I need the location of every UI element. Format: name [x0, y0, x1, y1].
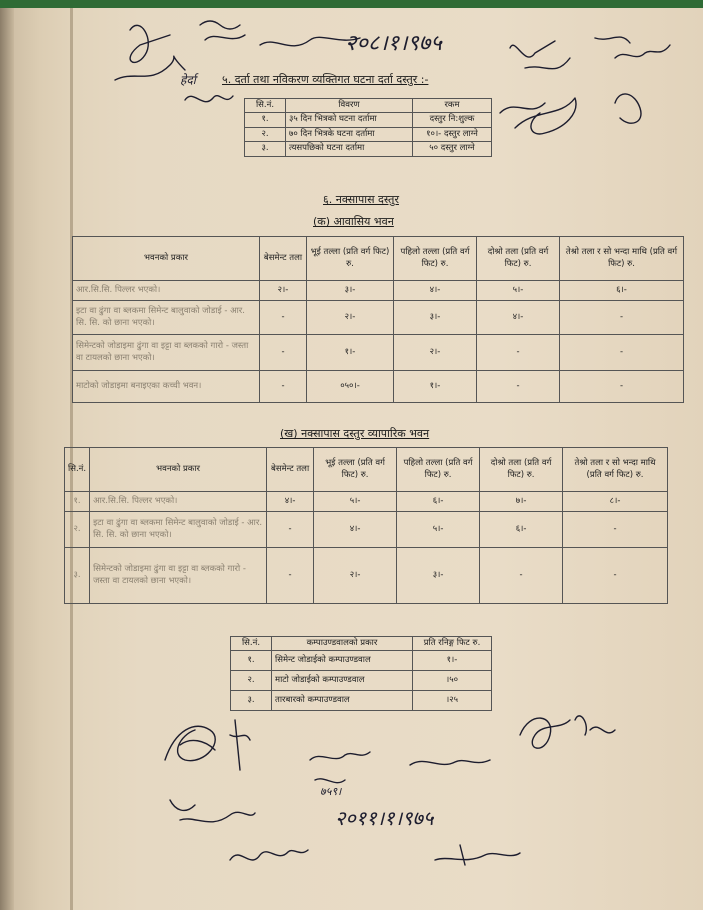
- table-cell: ३।-: [307, 281, 394, 301]
- col-header: बेसमेन्ट तला: [260, 237, 307, 281]
- table-cell: माटो जोडाईको कम्पाउण्डवाल: [272, 671, 413, 691]
- handwritten-date-top: [345, 22, 495, 62]
- table-cell: -: [477, 335, 560, 371]
- residential-heading: (क) आवासिय भवन: [313, 215, 394, 228]
- col-header: भवनको प्रकार: [90, 448, 267, 492]
- table-cell: ३।-: [394, 301, 477, 335]
- table-cell: -: [563, 548, 668, 604]
- table-cell: ७।-: [480, 492, 563, 512]
- table-cell: ४।-: [394, 281, 477, 301]
- table-cell: -: [260, 335, 307, 371]
- table-cell: ३।-: [397, 548, 480, 604]
- table-cell: -: [267, 548, 314, 604]
- col-header: तेश्रो तला र सो भन्दा माथि (प्रति वर्ग फिट) रु.: [563, 448, 668, 492]
- table-row: [245, 142, 492, 156]
- table-cell: माटोको जोडाइमा बनाइएका कच्ची भवन।: [73, 371, 260, 403]
- table-cell: १.: [65, 492, 90, 512]
- commercial-map-fee-table: [64, 447, 668, 604]
- table-header-row: [73, 237, 684, 281]
- table-row: [73, 371, 684, 403]
- table-cell: त्यसपछिको घटना दर्तामा: [286, 142, 413, 156]
- table-cell: ३.: [65, 548, 90, 604]
- note-top-text: हेर्दा: [180, 73, 196, 87]
- signature-bottom-left: [150, 700, 300, 790]
- col-header: बेसमेन्ट तला: [267, 448, 314, 492]
- table-cell: ५।-: [314, 492, 397, 512]
- table-cell: इटा वा ढुंगा वा ब्लकमा सिमेन्ट बालुवाको जोडाई - आर. सि. सि. को छाना भएको।: [90, 512, 267, 548]
- table-row: [73, 301, 684, 335]
- table-header-row: [245, 99, 492, 113]
- col-header: भवनको प्रकार: [73, 237, 260, 281]
- table-cell: ५।-: [397, 512, 480, 548]
- table-cell: ३५ दिन भित्रको घटना दर्तामा: [286, 113, 413, 127]
- table-cell: २.: [231, 671, 272, 691]
- table-cell: ४।-: [267, 492, 314, 512]
- table-cell: ३.: [231, 691, 272, 711]
- table-row: [73, 335, 684, 371]
- table-cell: -: [267, 512, 314, 548]
- page-shadow: [0, 0, 14, 910]
- table-cell: ४।-: [477, 301, 560, 335]
- signature-bottom-right-lower: [430, 835, 530, 875]
- col-header: रकम: [413, 99, 492, 113]
- commercial-heading: (ख) नक्सापास दस्तुर व्यापारिक भवन: [280, 427, 430, 440]
- signature-bottom-lower: [225, 830, 325, 880]
- table-cell: १।-: [413, 651, 492, 671]
- table-cell: सिमेन्टको जोडाइमा ढुंगा वा इट्टा वा ब्लकको गारो - जस्ता वा टायलको छाना भएको।: [73, 335, 260, 371]
- table-cell: ।५०: [413, 671, 492, 691]
- table-row: [65, 512, 668, 548]
- table-cell: १.: [245, 113, 286, 127]
- signatures-top-right: [495, 28, 685, 158]
- col-header: भूई तल्ला (प्रति वर्ग फिट) रु.: [314, 448, 397, 492]
- table-cell: २।-: [307, 301, 394, 335]
- table-cell: ७० दिन भित्रके घटना दर्तामा: [286, 127, 413, 141]
- col-header: सि.नं.: [245, 99, 286, 113]
- col-header: भूई तल्ला (प्रति वर्ग फिट) रु.: [307, 237, 394, 281]
- table-cell: ६।-: [397, 492, 480, 512]
- col-header: पहिलो तल्ला (प्रति वर्ग फिट) रु.: [397, 448, 480, 492]
- table-cell: ३.: [245, 142, 286, 156]
- table-cell: ०५०।-: [307, 371, 394, 403]
- table-cell: -: [480, 548, 563, 604]
- registration-fee-table: [244, 98, 492, 157]
- date-top-text: २०८।१।९७५: [345, 31, 442, 56]
- section-5-heading: ५. दर्ता तथा नविकरण व्यक्तिगत घटना दर्ता दस्तुर :-: [222, 73, 429, 86]
- table-cell: ।२५: [413, 691, 492, 711]
- initials-left: [180, 70, 260, 115]
- handwritten-date-bottom: [335, 790, 515, 840]
- table-cell: -: [560, 301, 684, 335]
- table-cell: २।-: [394, 335, 477, 371]
- table-cell: ५० दस्तुर लाग्ने: [413, 142, 492, 156]
- table-row: [65, 492, 668, 512]
- table-cell: ६।-: [560, 281, 684, 301]
- table-cell: आर.सि.सि. पिल्लर भएको।: [90, 492, 267, 512]
- table-header-row: [231, 637, 492, 651]
- col-header: सि.नं.: [65, 448, 90, 492]
- table-cell: ४।-: [314, 512, 397, 548]
- table-cell: -: [260, 371, 307, 403]
- table-row: [245, 127, 492, 141]
- col-header: दोश्रो तला (प्रति वर्ग फिट) रु.: [480, 448, 563, 492]
- table-cell: २।-: [260, 281, 307, 301]
- table-cell: इटा वा ढुंगा वा ब्लकमा सिमेन्ट बालुवाको जोडाई - आर. सि. सि. को छाना भएको।: [73, 301, 260, 335]
- col-header: दोश्रो तला (प्रति वर्ग फिट) रु.: [477, 237, 560, 281]
- table-row: [65, 548, 668, 604]
- section-6-heading: ६. नक्सापास दस्तुर: [323, 193, 399, 206]
- table-cell: २.: [65, 512, 90, 548]
- residential-map-fee-table: [72, 236, 684, 403]
- table-row: [73, 281, 684, 301]
- table-cell: -: [560, 335, 684, 371]
- table-cell: -: [477, 371, 560, 403]
- note-bottom-text: ७५९।: [320, 785, 342, 798]
- table-cell: १।-: [394, 371, 477, 403]
- table-cell: २.: [245, 127, 286, 141]
- col-header: कम्पाउण्डवालको प्रकार: [272, 637, 413, 651]
- col-header: विवरण: [286, 99, 413, 113]
- table-cell: -: [563, 512, 668, 548]
- table-cell: तारबारको कम्पाउण्डवाल: [272, 691, 413, 711]
- table-cell: आर.सि.सि. पिल्लर भएको।: [73, 281, 260, 301]
- table-row: [231, 671, 492, 691]
- table-cell: १।-: [307, 335, 394, 371]
- col-header: तेश्रो तला र सो भन्दा माथि (प्रति वर्ग फिट) रु.: [560, 237, 684, 281]
- table-row: [245, 113, 492, 127]
- table-row: [231, 651, 492, 671]
- col-header: प्रति रनिङ्ग फिट रु.: [413, 637, 492, 651]
- cover-edge: [0, 0, 703, 8]
- table-cell: १०।- दस्तुर लाग्ने: [413, 127, 492, 141]
- table-cell: -: [560, 371, 684, 403]
- table-cell: २।-: [314, 548, 397, 604]
- table-cell: १.: [231, 651, 272, 671]
- table-cell: सिमेन्ट जोडाईको कम्पाउण्डवाल: [272, 651, 413, 671]
- col-header: पहिलो तल्ला (प्रति वर्ग फिट) रु.: [394, 237, 477, 281]
- table-cell: दस्तुर नि:शुल्क: [413, 113, 492, 127]
- table-header-row: [65, 448, 668, 492]
- col-header: सि.नं.: [231, 637, 272, 651]
- table-cell: ६।-: [480, 512, 563, 548]
- table-cell: ८।-: [563, 492, 668, 512]
- table-cell: सिमेन्टको जोडाइमा ढुंगा वा इट्टा वा ब्लकको गारो - जस्ता वा टायलको छाना भएको।: [90, 548, 267, 604]
- table-cell: ५।-: [477, 281, 560, 301]
- table-cell: -: [260, 301, 307, 335]
- date-bottom-text: २०११।१।९७५: [335, 806, 434, 830]
- signature-bottom-right: [510, 700, 630, 770]
